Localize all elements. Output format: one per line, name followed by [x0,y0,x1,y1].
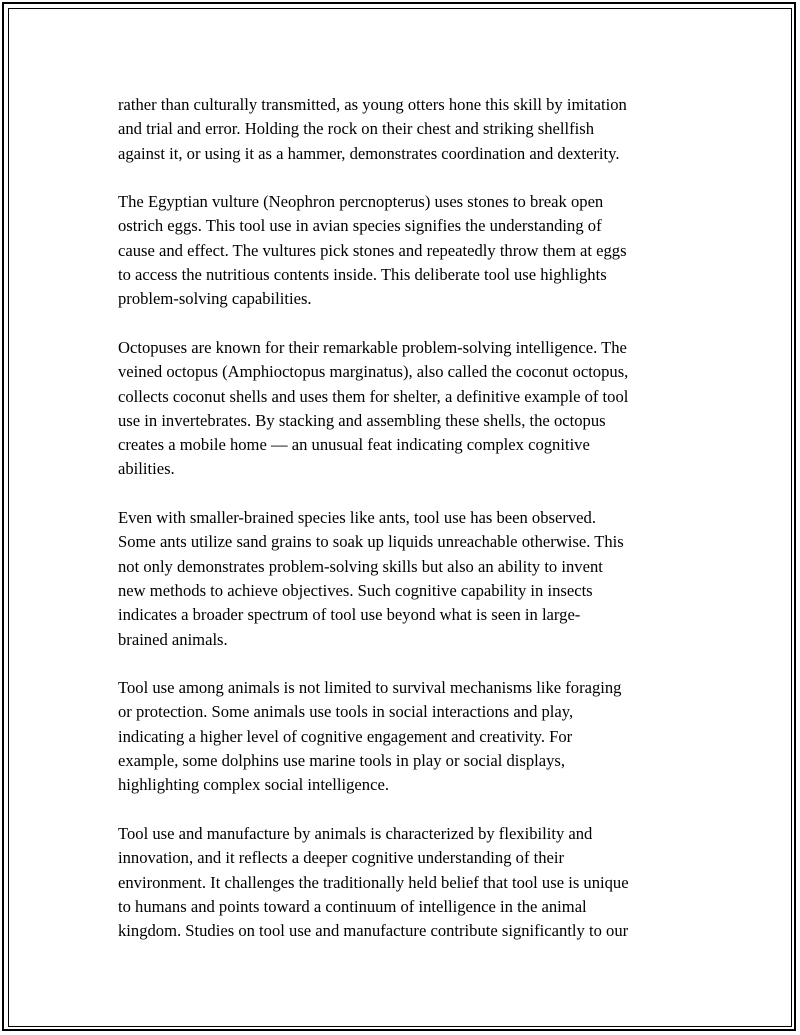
text-line: or protection. Some animals use tools in social interactions and play, [118,702,574,722]
paragraph [118,506,690,652]
text-line: abilities. [118,459,175,479]
text-line: ostrich eggs. This tool use in avian species signifies the understanding of [118,216,602,236]
text-line: against it, or using it as a hammer, demonstrates coordination and dexterity. [118,143,620,163]
text-line: The Egyptian vulture (Neophron percnopterus) uses stones to break open [118,192,604,212]
text-line: new methods to achieve objectives. Such cognitive capability in insects [118,580,593,600]
text-line: Tool use among animals is not limited to survival mechanisms like foraging [118,678,622,698]
text-line: Octopuses are known for their remarkable problem-solving intelligence. The [118,337,627,357]
text-line: indicates a broader spectrum of tool use beyond what is seen in large- [118,605,581,625]
text-line: creates a mobile home — an unusual feat indicating complex cognitive [118,435,590,455]
text-line: brained animals. [118,629,228,649]
text-line: highlighting complex social intelligence. [118,775,389,795]
text-line: veined octopus (Amphioctopus marginatus), also called the coconut octopus, [118,362,629,382]
text-line: innovation, and it reflects a deeper cognitive understanding of their [118,848,565,868]
text-line: Some ants utilize sand grains to soak up liquids unreachable otherwise. This [118,532,624,552]
document-body [118,93,690,968]
text-line: environment. It challenges the traditionally held belief that tool use is unique [118,872,629,892]
text-line: kingdom. Studies on tool use and manufacture contribute significantly to our [118,921,629,941]
text-line: problem-solving capabilities. [118,289,312,309]
text-line: not only demonstrates problem-solving skills but also an ability to invent [118,556,603,576]
text-line: and trial and error. Holding the rock on their chest and striking shellfish [118,119,595,139]
paragraph [118,190,690,311]
text-line: use in invertebrates. By stacking and assembling these shells, the octopus [118,410,606,430]
text-line: Tool use and manufacture by animals is characterized by flexibility and [118,823,593,843]
text-line: example, some dolphins use marine tools in play or social displays, [118,751,566,771]
paragraph [118,93,690,166]
text-line: to access the nutritious contents inside. This deliberate tool use highlights [118,265,607,285]
paragraph [118,676,690,797]
text-line: cause and effect. The vultures pick stones and repeatedly throw them at eggs [118,240,627,260]
text-line: collects coconut shells and uses them for shelter, a definitive example of tool [118,386,629,406]
paragraph [118,822,690,943]
paragraph [118,336,690,482]
text-line: indicating a higher level of cognitive engagement and creativity. For [118,726,573,746]
text-line: rather than culturally transmitted, as young otters hone this skill by imitation [118,95,627,114]
text-line: to humans and points toward a continuum of intelligence in the animal [118,896,587,916]
text-line: Even with smaller-brained species like ants, tool use has been observed. [118,508,596,528]
